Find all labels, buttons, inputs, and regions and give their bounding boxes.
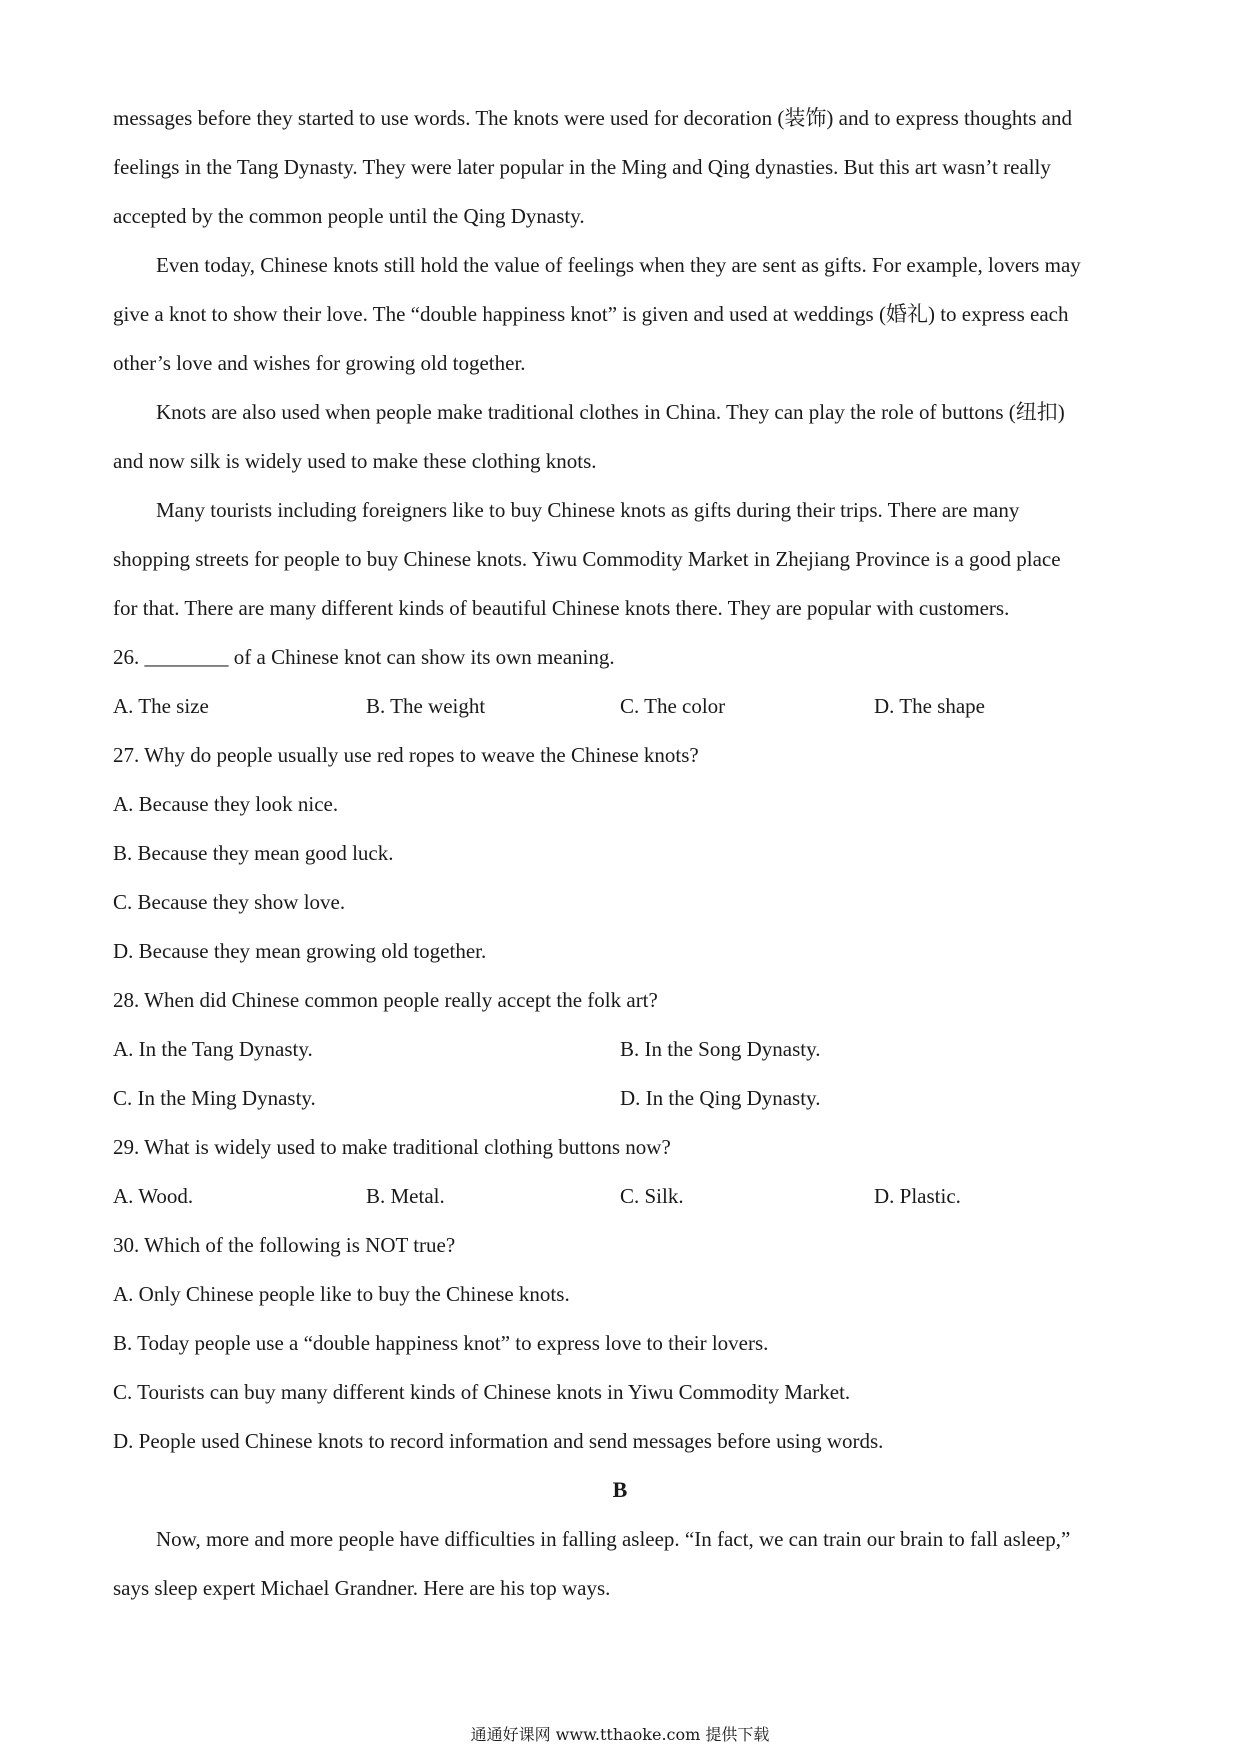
- q28-option-d: D. In the Qing Dynasty.: [620, 1086, 821, 1110]
- passage-line: and now silk is widely used to make these clothing knots.: [113, 449, 597, 473]
- section-b-line: Now, more and more people have difficulties in falling asleep. “In fact, we can train our brain to fall asleep,”: [156, 1527, 1071, 1551]
- passage-line: accepted by the common people until the Qing Dynasty.: [113, 204, 585, 228]
- question-29-stem: 29. What is widely used to make traditional clothing buttons now?: [113, 1135, 671, 1159]
- q28-option-c: C. In the Ming Dynasty.: [113, 1086, 316, 1110]
- question-26-stem: 26. ________ of a Chinese knot can show its own meaning.: [113, 645, 615, 669]
- q26-option-d: D. The shape: [874, 694, 985, 718]
- q29-option-d: D. Plastic.: [874, 1184, 961, 1208]
- passage-line: Even today, Chinese knots still hold the value of feelings when they are sent as gifts. For example, lovers may: [156, 253, 1081, 277]
- q27-option-c: C. Because they show love.: [113, 890, 346, 914]
- section-b-heading: B: [612, 1477, 628, 1502]
- footer-watermark: 通通好课网 www.tthaoke.com 提供下载: [470, 1725, 770, 1744]
- q28-option-b: B. In the Song Dynasty.: [620, 1037, 821, 1061]
- q30-option-a: A. Only Chinese people like to buy the Chinese knots.: [113, 1282, 570, 1306]
- q30-option-c: C. Tourists can buy many different kinds of Chinese knots in Yiwu Commodity Market.: [113, 1380, 851, 1404]
- question-27-stem: 27. Why do people usually use red ropes to weave the Chinese knots?: [113, 743, 699, 767]
- q30-option-d: D. People used Chinese knots to record information and send messages before using words.: [113, 1429, 884, 1453]
- q27-option-a: A. Because they look nice.: [113, 792, 339, 816]
- q26-option-c: C. The color: [620, 694, 726, 718]
- passage-line: Knots are also used when people make traditional clothes in China. They can play the role of buttons (纽扣): [156, 400, 1065, 424]
- q29-option-c: C. Silk.: [620, 1184, 684, 1208]
- passage-line: messages before they started to use words. The knots were used for decoration (装饰) and to express thoughts and: [113, 106, 1072, 130]
- question-28-stem: 28. When did Chinese common people really accept the folk art?: [113, 988, 658, 1012]
- passage-line: shopping streets for people to buy Chinese knots. Yiwu Commodity Market in Zhejiang Province is a good place: [113, 547, 1061, 571]
- q29-option-b: B. Metal.: [366, 1184, 445, 1208]
- q26-option-a: A. The size: [113, 694, 209, 718]
- q29-option-a: A. Wood.: [113, 1184, 194, 1208]
- passage-line: give a knot to show their love. The “double happiness knot” is given and used at weddings (婚礼) to express each: [113, 302, 1069, 326]
- question-30-stem: 30. Which of the following is NOT true?: [113, 1233, 456, 1257]
- passage-line: Many tourists including foreigners like to buy Chinese knots as gifts during their trips. There are many: [156, 498, 1020, 522]
- passage-line: for that. There are many different kinds of beautiful Chinese knots there. They are popular with customers.: [113, 596, 1010, 620]
- q27-option-b: B. Because they mean good luck.: [113, 841, 394, 865]
- q28-option-a: A. In the Tang Dynasty.: [113, 1037, 313, 1061]
- q26-option-b: B. The weight: [366, 694, 486, 718]
- passage-line: other’s love and wishes for growing old together.: [113, 351, 526, 375]
- q30-option-b: B. Today people use a “double happiness knot” to express love to their lovers.: [113, 1331, 769, 1355]
- section-b-line: says sleep expert Michael Grandner. Here are his top ways.: [113, 1576, 611, 1600]
- q27-option-d: D. Because they mean growing old together.: [113, 939, 487, 963]
- passage-line: feelings in the Tang Dynasty. They were later popular in the Ming and Qing dynasties. But this art wasn’t really: [113, 155, 1051, 179]
